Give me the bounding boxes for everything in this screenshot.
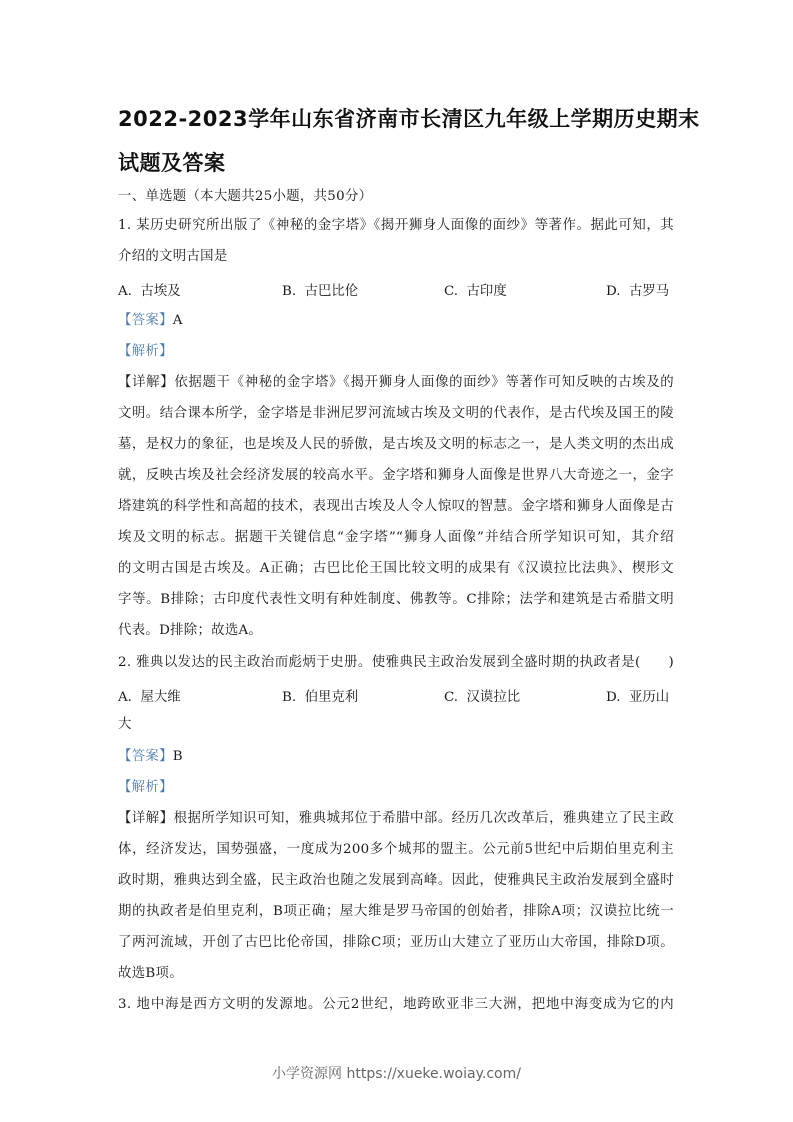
question-1-detail-line-1: 【详解】依据题干《神秘的金字塔》《揭开狮身人面像的面纱》等著作可知反映的古埃及的 (118, 375, 674, 390)
question-1-stem-line-1: 1. 某历史研究所出版了《神秘的金字塔》《揭开狮身人面像的面纱》等著作。据此可知，其 (118, 218, 674, 233)
question-1-option-b: B. 古巴比伦 (282, 284, 359, 299)
question-1-detail-line-3: 墓，是权力的象征，也是埃及人民的骄傲，是古埃及文明的标志之一，是人类文明的杰出成 (118, 437, 674, 452)
question-2-analysis-tag: 【解析】 (118, 780, 173, 795)
question-2-stem-line-1: 2. 雅典以发达的民主政治而彪炳于史册。使雅典民主政治发展到全盛时期的执政者是( ) (118, 655, 674, 670)
answer-value: A (172, 313, 183, 328)
question-1-detail-line-6: 埃及文明的标志。据题干关键信息“金字塔”“狮身人面像”并结合所学知识可知，其介绍 (118, 530, 674, 545)
question-2-option-d: D. 亚历山 (606, 690, 670, 705)
detail-tag: 【详解】 (118, 375, 175, 390)
question-1-detail-line-9: 代表。D排除；故选A。 (118, 623, 263, 638)
question-1-detail-line-7: 的文明古国是古埃及。A正确；古巴比伦王国比较文明的成果有《汉谟拉比法典》、楔形文 (118, 561, 674, 576)
document-title-line-1: 2022-2023学年山东省济南市长清区九年级上学期历史期末 (118, 107, 700, 131)
question-1-option-c: C. 古印度 (444, 284, 507, 299)
answer-value: B (172, 749, 183, 764)
detail-tag: 【详解】 (118, 811, 174, 826)
answer-tag: 【答案】 (118, 749, 173, 764)
question-2-answer (118, 749, 183, 765)
answer-tag: 【答案】 (118, 313, 173, 328)
question-1-detail-line-2: 文明。结合课本所学，金字塔是非洲尼罗河流域古埃及文明的代表作，是古代埃及国王的陵 (118, 406, 674, 421)
question-2-detail-line-2: 体，经济发达，国势强盛，一度成为200多个城邦的盟主。公元前5世纪中后期伯里克利主 (118, 842, 674, 857)
footer-watermark (0, 1063, 793, 1083)
footer-link[interactable]: 小学资源网 https://xueke.woiay.com/ (272, 1066, 521, 1082)
question-2-option-b: B. 伯里克利 (282, 690, 359, 705)
question-2-detail-line-5: 了两河流域，开创了古巴比伦帝国，排除C项；亚历山大建立了亚历山大帝国，排除D项。 (118, 935, 674, 950)
question-2-option-a: A. 屋大维 (118, 690, 181, 705)
question-2-detail-line-6: 故选B项。 (118, 966, 183, 981)
question-2-detail-line-4: 期的执政者是伯里克利，B项正确；屋大维是罗马帝国的创始者，排除A项；汉谟拉比统一 (118, 904, 674, 919)
question-2-detail-line-1: 【详解】根据所学知识可知，雅典城邦位于希腊中部。经历几次改革后，雅典建立了民主政 (118, 811, 675, 826)
question-1-detail-line-4: 就，反映古埃及社会经济发展的较高水平。金字塔和狮身人面像是世界八大奇迹之一，金字 (118, 468, 674, 483)
question-1-analysis-tag: 【解析】 (118, 344, 173, 359)
section-heading: 一、单选题（本大题共25小题，共50分） (118, 189, 373, 204)
question-1-answer (118, 313, 183, 329)
question-2-option-d-wrap: 大 (118, 717, 132, 732)
question-1-detail-line-8: 字等。B排除；古印度代表性文明有种姓制度、佛教等。C排除；法学和建筑是古希腊文明 (118, 592, 674, 607)
question-1-option-d: D. 古罗马 (606, 284, 670, 299)
question-2-detail-line-3: 政时期，雅典达到全盛，民主政治也随之发展到高峰。因此，使雅典民主政治发展到全盛时 (118, 873, 674, 888)
question-1-stem-line-2: 介绍的文明古国是 (118, 249, 228, 264)
question-3-stem-line-1: 3. 地中海是西方文明的发源地。公元2世纪，地跨欧亚非三大洲，把地中海变成为它的内 (118, 997, 674, 1012)
document-title-line-2: 试题及答案 (118, 151, 226, 175)
question-1-detail-line-5: 塔建筑的科学性和高超的技术，表现出古埃及人令人惊叹的智慧。金字塔和狮身人面像是古 (118, 499, 674, 514)
question-1-option-a: A. 古埃及 (118, 284, 181, 299)
question-2-option-c: C. 汉谟拉比 (444, 690, 521, 705)
